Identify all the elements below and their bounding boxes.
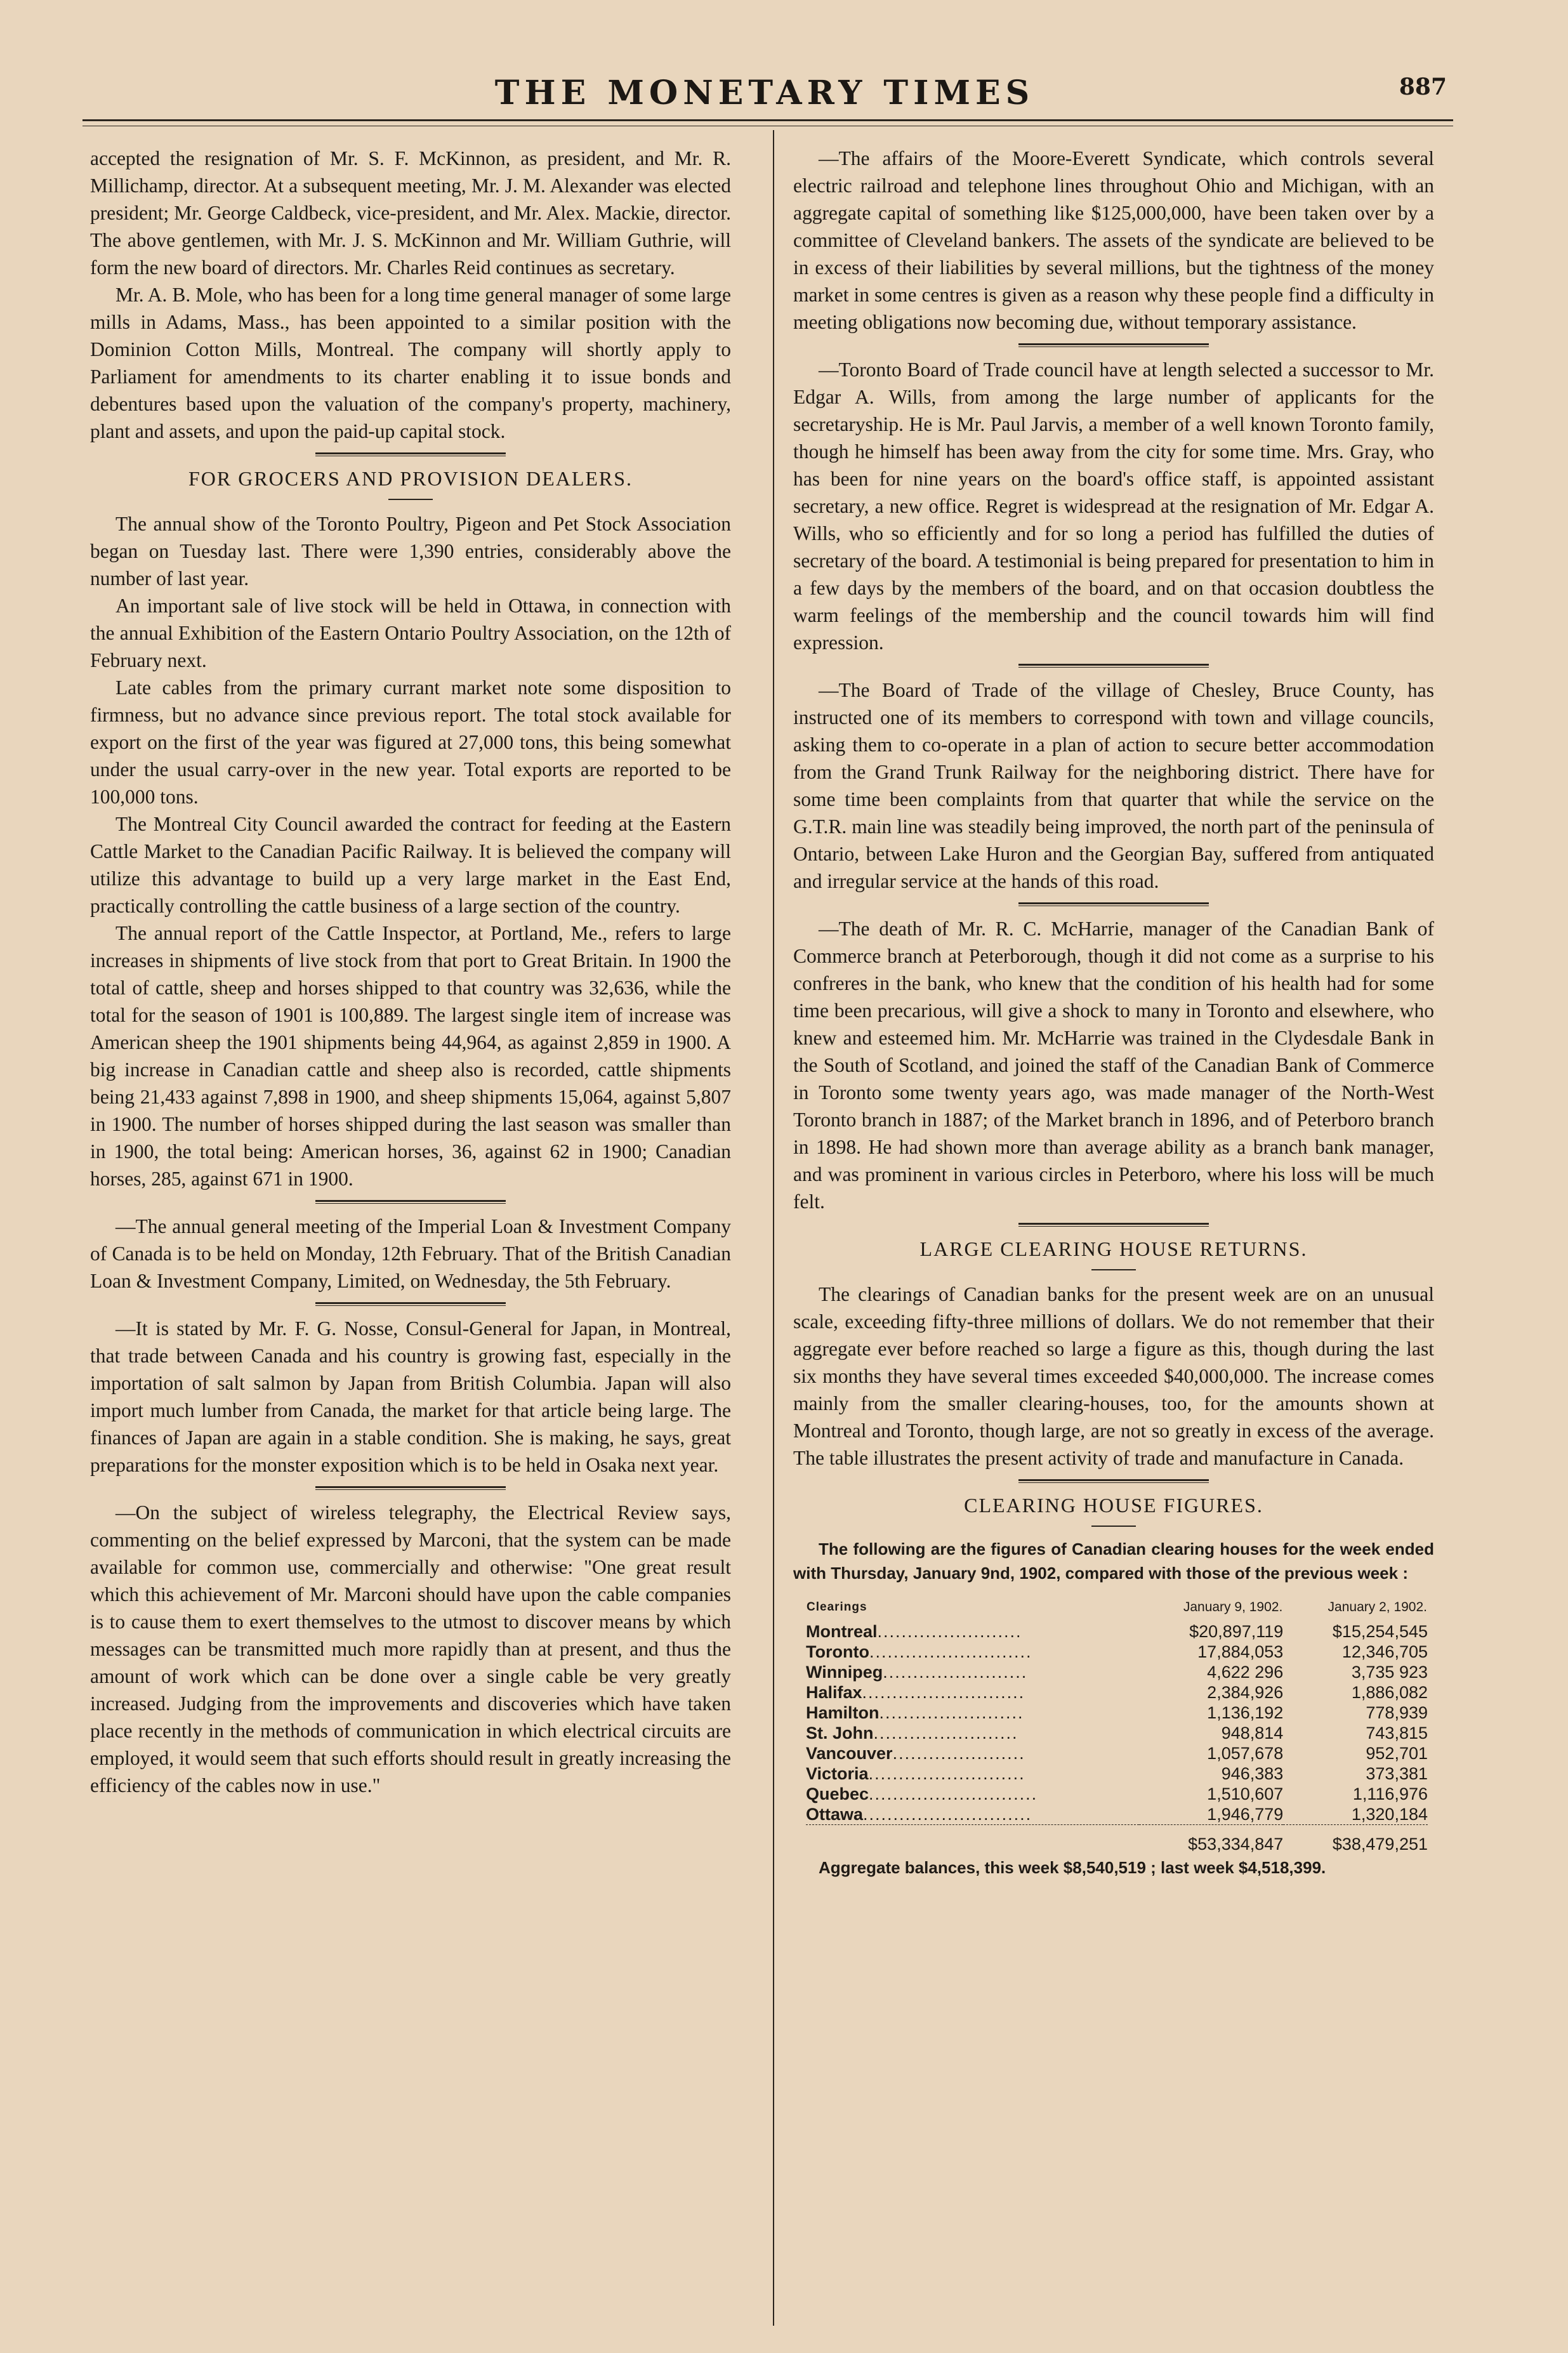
article-paragraph: Mr. A. B. Mole, who has been for a long time general manager of some large mills in Adams, Mass., has been appointed to a similar position with the Dominion Cotton Mills, Montreal. The company will shortly apply to Parliament for amendments to its charter enabling it to issue bonds and debentures based upon the valuation of the company's property, machinery, plant and assets, and upon the paid-up capital stock. [90, 284, 731, 442]
title-underline [1091, 1269, 1136, 1270]
section-separator [1018, 902, 1209, 906]
column-divider [773, 130, 774, 2326]
article-paragraph: —On the subject of wireless telegraphy, the Electrical Review says, commenting on the belief expressed by Marconi, that the system can be made available for common use, commercially and otherwise: "One great result which this achievement of Mr. Marconi should have upon the cable companies is to cause them to exert themselves to the utmost to discover means by which messages can be transmitted much more rapidly than at present, and thus the amount of work which can be done over a single cable be very greatly increased. Judging from the improvements and discoveries which have taken place recently in the methods of communication in which electrical circuits are employed, it would seem that such efforts should result in greatly increasing the efficiency of the cables now in use." [90, 1501, 731, 1796]
clearing-previous: 743,815 [1366, 1724, 1428, 1743]
city-name: Ottawa [806, 1805, 864, 1824]
city-name: Winnipeg [806, 1663, 883, 1682]
city-name: Toronto [806, 1642, 869, 1661]
left-column [90, 145, 731, 2315]
table-header-row [806, 1597, 1428, 1621]
table-row [806, 1682, 1428, 1703]
leader-dots: ........................... [862, 1683, 1025, 1702]
leader-dots: ........................ [883, 1663, 1028, 1682]
title-underline [1091, 1526, 1136, 1527]
title-underline [388, 499, 433, 500]
city-name: Quebec [806, 1784, 869, 1803]
article-paragraph: —Toronto Board of Trade council have at length selected a successor to Mr. Edgar A. Wills, from among the large number of applicants for the secretaryship. He is Mr. Paul Jarvis, a member of a well known Toronto family, though he himself has been away from the city for some time. Mrs. Gray, who has been for nine years on the board's office staff, is appointed assistant secretary, a new office. Regret is widespread at the resignation of Mr. Edgar A. Wills, who so efficiently and for so long a period has fulfilled the duties of secretary of the board. A testimonial is being prepared for presentation to him in a few days by the members of the board, and on that occasion doubtless the warm feelings of the membership and the council towards him will find expression. [793, 359, 1434, 654]
table-header-previous: January 2, 1902. [1328, 1600, 1427, 1614]
table-row [806, 1743, 1428, 1763]
total-current: $53,334,847 [1139, 1825, 1284, 1855]
clearing-current: 4,622 296 [1207, 1663, 1284, 1682]
city-name: Victoria [806, 1764, 869, 1783]
city-name: St. John [806, 1724, 874, 1743]
clearing-previous: 1,116,976 [1352, 1784, 1428, 1803]
clearing-city [806, 1784, 1139, 1804]
article-paragraph: Late cables from the primary currant market note some disposition to firmness, but no advance since previous report. The total stock available for export on the first of the year was figured at 27,000 tons, this being somewhat under the usual carry-over in the new year. Total exports are reported to be 100,000 tons. [90, 676, 731, 808]
leader-dots: ............................ [869, 1784, 1038, 1803]
city-name: Hamilton [806, 1703, 880, 1722]
section-separator [1018, 1479, 1209, 1483]
clearing-city [806, 1703, 1139, 1723]
table-row [806, 1621, 1428, 1642]
clearing-city [806, 1642, 1139, 1662]
clearing-current: 946,383 [1221, 1764, 1284, 1783]
clearing-previous: 12,346,705 [1341, 1642, 1428, 1661]
article-paragraph: —It is stated by Mr. F. G. Nosse, Consul-General for Japan, in Montreal, that trade between Canada and his country is growing fast, especially in the importation of salt salmon by Japan from British Columbia. Japan will also import much lumber from Canada, the market for that article being large. The finances of Japan are again in a stable condition. She is making, he says, great preparations for the monster exposition which is to be held in Osaka next year. [90, 1317, 731, 1476]
clearing-current: 1,510,607 [1207, 1784, 1284, 1803]
article-paragraph: The clearings of Canadian banks for the present week are on an unusual scale, exceeding fifty-three millions of dollars. We do not remember that their aggregate ever before reached so large a figure as this, though during the last six months they have several times exceeded $40,000,000. The increase comes mainly from the smaller clearing-houses, too, for the amounts shown at Montreal and Toronto, though large, are not so greatly in excess of the average. The table illustrates the present activity of trade and manufacture in Canada. [793, 1283, 1434, 1469]
city-name: Montreal [806, 1622, 878, 1641]
article-paragraph: accepted the resignation of Mr. S. F. McKinnon, as president, and Mr. R. Millichamp, director. At a subsequent meeting, Mr. J. M. Alexander was elected president; Mr. George Caldbeck, vice-president, and Mr. Alex. Mackie, director. The above gentlemen, with Mr. J. S. McKinnon and Mr. William Guthrie, will form the new board of directors. Mr. Charles Reid continues as secretary. [90, 147, 731, 279]
clearing-previous: 952,701 [1366, 1744, 1428, 1763]
leader-dots: ........................ [879, 1703, 1024, 1722]
section-separator [315, 452, 506, 456]
clearing-current: 1,946,779 [1207, 1805, 1284, 1824]
clearing-previous: $15,254,545 [1332, 1622, 1428, 1641]
clearing-city [806, 1763, 1139, 1784]
city-name: Halifax [806, 1683, 862, 1702]
clearing-city [806, 1682, 1139, 1703]
clearing-city [806, 1723, 1139, 1743]
section-separator [1018, 343, 1209, 347]
page-number: 887 [1399, 74, 1447, 100]
table-row [806, 1703, 1428, 1723]
table-body [806, 1621, 1428, 1825]
table-row [806, 1804, 1428, 1825]
clearing-current: $20,897,119 [1189, 1622, 1284, 1641]
leader-dots: ........................ [877, 1622, 1022, 1641]
clearing-current: 17,884,053 [1197, 1642, 1284, 1661]
clearing-city [806, 1621, 1139, 1642]
table-header-city: Clearings [807, 1600, 867, 1614]
clearing-current: 948,814 [1221, 1724, 1284, 1743]
clearing-previous: 373,381 [1366, 1764, 1428, 1783]
table-row [806, 1763, 1428, 1784]
section-separator [315, 1200, 506, 1204]
article-paragraph: —The annual general meeting of the Imperial Loan & Investment Company of Canada is to be held on Monday, 12th February. That of the British Canadian Loan & Investment Company, Limited, on Wednesday, the 5th February. [90, 1215, 731, 1292]
leader-dots: ...................... [892, 1744, 1025, 1763]
article-paragraph: —The Board of Trade of the village of Chesley, Bruce County, has instructed one of its members to correspond with town and village councils, asking them to co-operate in a plan of action to secure better accommodation from the Grand Trunk Railway for the neighboring district. There have for some time been complaints from that quarter that while the service on the G.T.R. main line was steadily being improved, the north part of the peninsula of Ontario, between Lake Huron and the Georgian Bay, suffered from antiquated and irregular service at the hands of this road. [793, 679, 1434, 892]
article-paragraph: The annual show of the Toronto Poultry, Pigeon and Pet Stock Association began on Tuesday last. There were 1,390 entries, considerably above the number of last year. [90, 513, 731, 590]
clearing-city [806, 1804, 1139, 1825]
clearing-previous: 1,320,184 [1351, 1805, 1428, 1824]
table-intro: The following are the figures of Canadian clearing houses for the week ended with Thursday, January 9nd, 1902, compared with those of the previous week : [793, 1539, 1434, 1583]
leader-dots: ........................... [869, 1642, 1032, 1661]
clearing-previous: 778,939 [1366, 1703, 1428, 1722]
section-separator [1018, 1223, 1209, 1227]
leader-dots: .......................... [868, 1764, 1025, 1783]
right-column [793, 145, 1434, 2315]
article-paragraph: —The death of Mr. R. C. McHarrie, manager of the Canadian Bank of Commerce branch at Peterborough, though it did not come as a surprise to his confreres in the bank, who knew that the condition of his health had for some time been precarious, will give a shock to many in Toronto and elsewhere, who knew and esteemed him. Mr. McHarrie was trained in the Clydesdale Bank in the South of Scotland, and joined the staff of the Canadian Bank of Commerce in Toronto some twenty years ago, was made manager of the North-West Toronto branch in 1887; of the Market branch in 1896, and of Peterboro branch in 1898. He had shown more than average ability as a branch bank manager, and was prominent in various circles in Peterboro, where his loss will be much felt. [793, 918, 1434, 1213]
clearing-city [806, 1662, 1139, 1682]
clearing-house-table [806, 1597, 1428, 1854]
clearing-current: 2,384,926 [1207, 1683, 1284, 1702]
leader-dots: ........................ [873, 1724, 1018, 1743]
aggregate-balances: Aggregate balances, this week $8,540,519 ; last week $4,518,399. [819, 1858, 1326, 1877]
masthead [82, 74, 1447, 118]
table-total-row [806, 1825, 1428, 1855]
city-name: Vancouver [806, 1744, 893, 1763]
total-previous: $38,479,251 [1283, 1825, 1428, 1855]
section-separator [315, 1302, 506, 1306]
article-paragraph: —The affairs of the Moore-Everett Syndicate, which controls several electric railroad and telephone lines throughout Ohio and Michigan, with an aggregate capital of something like $125,000,000, have been taken over by a committee of Cleveland bankers. The assets of the syndicate are believed to be in excess of their liabilities by several millions, but the tightness of the money market in some centres is given as a reason why these people find a difficulty in meeting obligations now becoming due, without temporary assistance. [793, 147, 1434, 333]
article-paragraph: The annual report of the Cattle Inspector, at Portland, Me., refers to large increases in shipments of live stock from that port to Great Britain. In 1900 the total of cattle, sheep and horses shipped to that country was 32,636, while the total for the season of 1901 is 100,889. The largest single item of increase was American sheep the 1901 shipments being 44,964, as against 2,859 in 1900. A big increase in Canadian cattle and sheep also is recorded, cattle shipments being 21,433 against 7,898 in 1900, and sheep shipments 15,064, against 5,807 in 1900. The number of horses shipped during the last season was smaller than in 1900, the total being: American horses, 36, against 62 in 1900; Canadian horses, 285, against 671 in 1900. [90, 922, 731, 1190]
section-separator [315, 1486, 506, 1490]
clearing-current: 1,136,192 [1207, 1703, 1284, 1722]
table-header-current: January 9, 1902. [1183, 1600, 1283, 1614]
section-title-clearing-figures: CLEARING HOUSE FIGURES. [964, 1494, 1263, 1517]
publication-title: THE MONETARY TIMES [494, 74, 1035, 112]
clearing-previous: 1,886,082 [1351, 1683, 1428, 1702]
section-title-clearing-returns: LARGE CLEARING HOUSE RETURNS. [919, 1237, 1308, 1260]
table-row [806, 1723, 1428, 1743]
clearing-previous: 3,735 923 [1351, 1663, 1428, 1682]
clearing-city [806, 1743, 1139, 1763]
table-row [806, 1642, 1428, 1662]
header-rule [82, 119, 1453, 121]
article-paragraph: The Montreal City Council awarded the contract for feeding at the Eastern Cattle Market to the Canadian Pacific Railway. It is believed the company will utilize this advantage to build up a very large market in the East End, practically controlling the cattle business of a large section of the country. [90, 813, 731, 917]
section-title-grocers: FOR GROCERS AND PROVISION DEALERS. [188, 467, 633, 490]
clearing-current: 1,057,678 [1207, 1744, 1284, 1763]
table-row [806, 1784, 1428, 1804]
article-paragraph: An important sale of live stock will be held in Ottawa, in connection with the annual Exhibition of the Eastern Ontario Poultry Association, on the 12th of February next. [90, 595, 731, 671]
table-row [806, 1662, 1428, 1682]
leader-dots: ............................ [863, 1805, 1032, 1824]
section-separator [1018, 664, 1209, 668]
